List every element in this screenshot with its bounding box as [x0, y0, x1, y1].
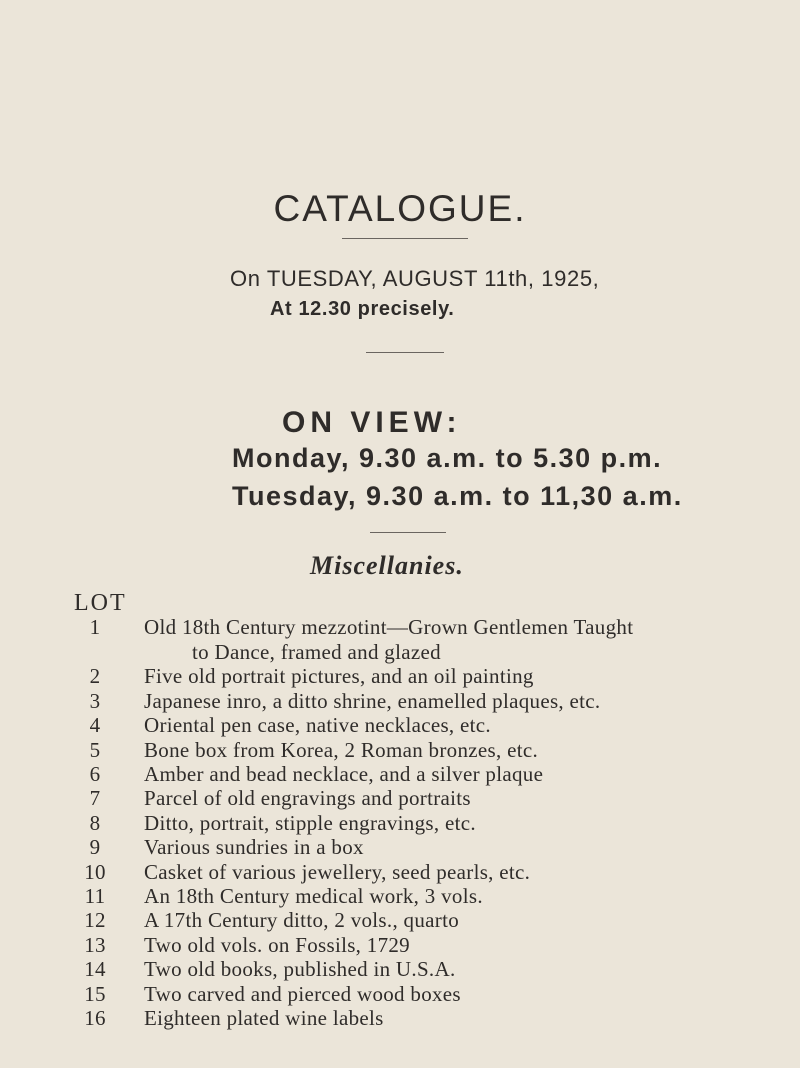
lot-row [0, 982, 800, 1006]
lot-row [0, 689, 800, 713]
lot-description: Two old vols. on Fossils, 1729 [144, 933, 410, 957]
lot-number: 12 [84, 908, 106, 932]
lot-number: 13 [84, 933, 106, 957]
lot-description: A 17th Century ditto, 2 vols., quarto [144, 908, 460, 932]
lot-description: to Dance, framed and glazed [192, 640, 441, 664]
lot-row [0, 615, 800, 639]
lot-description: Japanese inro, a ditto shrine, enamelled plaques, etc. [144, 689, 601, 713]
lot-row [0, 762, 800, 786]
lot-number: 7 [89, 786, 101, 810]
title-divider [342, 238, 468, 239]
lot-number: 2 [89, 664, 101, 688]
lot-row [0, 835, 800, 859]
auction-time: At 12.30 precisely. [270, 298, 455, 320]
auction-date: On TUESDAY, AUGUST 11th, 1925, [230, 266, 600, 291]
lot-number: 10 [84, 860, 106, 884]
lot-row [0, 933, 800, 957]
section-title: Miscellanies. [310, 551, 464, 580]
lot-row [0, 811, 800, 835]
lot-number: 16 [84, 1006, 106, 1030]
lot-number: 1 [89, 615, 101, 639]
lot-row [0, 713, 800, 737]
lot-description: Two carved and pierced wood boxes [144, 982, 461, 1006]
lot-number: 9 [89, 835, 101, 859]
lot-description: Amber and bead necklace, and a silver plaque [144, 762, 544, 786]
lot-number: 11 [84, 884, 106, 908]
lot-description: Old 18th Century mezzotint—Grown Gentlemen Taught [144, 615, 634, 639]
lot-number: 15 [84, 982, 106, 1006]
lot-description: Ditto, portrait, stipple engravings, etc. [144, 811, 476, 835]
lot-number: 3 [89, 689, 101, 713]
lot-number: 5 [89, 738, 101, 762]
lot-row [0, 640, 800, 664]
lot-column-header: LOT [74, 590, 127, 616]
lot-row [0, 786, 800, 810]
lot-number: 8 [89, 811, 101, 835]
lot-description: An 18th Century medical work, 3 vols. [144, 884, 483, 908]
view-divider [370, 532, 446, 533]
lot-description: Various sundries in a box [144, 835, 364, 859]
view-tuesday: Tuesday, 9.30 a.m. to 11,30 a.m. [232, 481, 683, 511]
catalogue-title: CATALOGUE. [273, 188, 527, 229]
lot-number: 14 [84, 957, 106, 981]
lot-description: Bone box from Korea, 2 Roman bronzes, etc. [144, 738, 538, 762]
view-monday: Monday, 9.30 a.m. to 5.30 p.m. [232, 443, 663, 473]
lot-row [0, 860, 800, 884]
lot-description: Five old portrait pictures, and an oil painting [144, 664, 534, 688]
lot-row [0, 664, 800, 688]
lot-row [0, 884, 800, 908]
lot-description: Casket of various jewellery, seed pearls, etc. [144, 860, 531, 884]
lot-number: 4 [89, 713, 101, 737]
lot-row [0, 738, 800, 762]
lot-number: 6 [89, 762, 101, 786]
lot-description: Two old books, published in U.S.A. [144, 957, 456, 981]
lot-description: Parcel of old engravings and portraits [144, 786, 471, 810]
lot-description: Eighteen plated wine labels [144, 1006, 384, 1030]
lot-row [0, 1006, 800, 1030]
lot-row [0, 957, 800, 981]
lot-description: Oriental pen case, native necklaces, etc. [144, 713, 491, 737]
lot-row [0, 908, 800, 932]
on-view-heading: ON VIEW: [282, 406, 462, 439]
time-divider [366, 352, 444, 353]
